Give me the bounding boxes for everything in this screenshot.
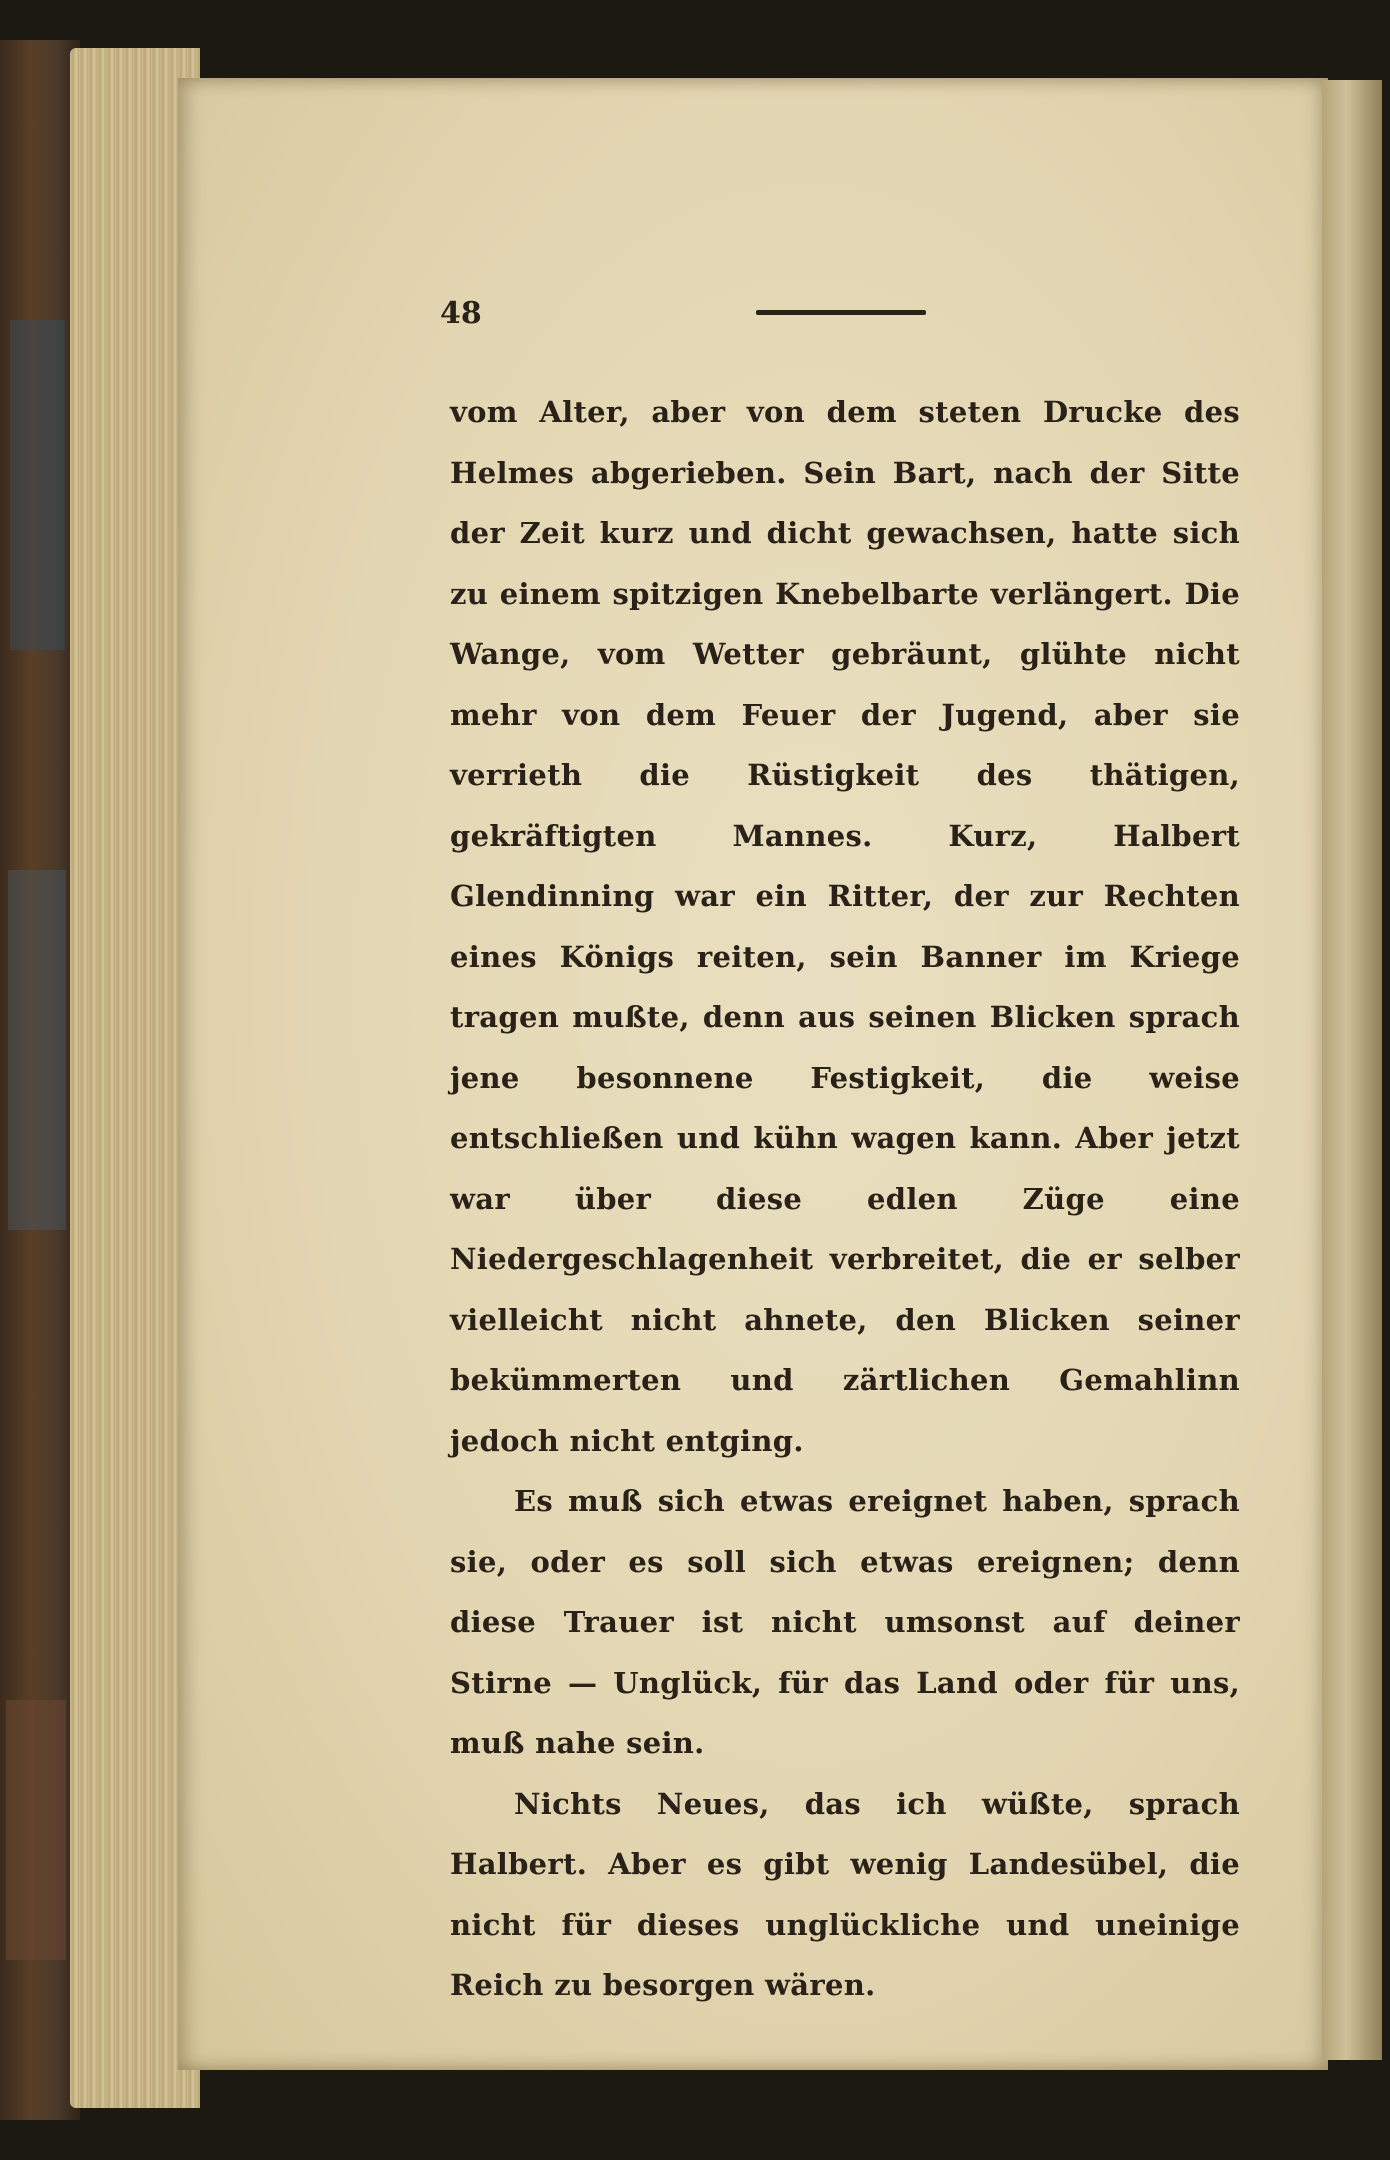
paragraph: Es muß sich etwas ereignet haben, sprach sie, oder es soll sich etwas ereignen; denn diese Trauer ist nicht umsonst auf deiner Stirne — Unglück, für das Land oder für uns, muß nahe sein. bbox=[450, 1484, 1240, 1760]
paragraph: vom Alter, aber von dem steten Drucke des Helmes abgerieben. Sein Bart, nach der Sitte der Zeit kurz und dicht gewachsen, hatte sich zu einem spitzigen Knebelbarte verlängert. Die Wange, vom Wetter gebräunt, glühte nicht mehr von dem Feuer der Jugend, aber sie verrieth die Rüstigkeit des thätigen, gekräftigten Mannes. Kurz, Halbert Glendinning war ein Ritter, der zur Rechten eines Königs reiten, sein Banner im Kriege tragen mußte, denn aus seinen Blicken sprach jene besonnene Festigkeit, die weise entschließen und kühn wagen kann. Aber jetzt war über diese edlen Züge eine Niedergeschlagenheit verbreitet, die er selber vielleicht nicht ahnete, den Blicken seiner bekümmerten und zärtlichen Gemahlinn jedoch nicht entging. bbox=[450, 395, 1240, 1458]
paragraph: Nichts Neues, das ich wüßte, sprach Halbert. Aber es gibt wenig Landesübel, die nicht für dieses unglückliche und uneinige Reich zu besorgen wären. bbox=[450, 1786, 1240, 2002]
cover-wear-mark bbox=[8, 870, 66, 1230]
page-body bbox=[450, 382, 1240, 2016]
facing-page-edge bbox=[1322, 80, 1382, 2060]
header-rule bbox=[756, 310, 926, 315]
cover-wear-mark bbox=[6, 1700, 66, 1960]
cover-wear-mark bbox=[10, 320, 65, 650]
page-number: 48 bbox=[440, 296, 482, 331]
page-header bbox=[440, 296, 1240, 336]
